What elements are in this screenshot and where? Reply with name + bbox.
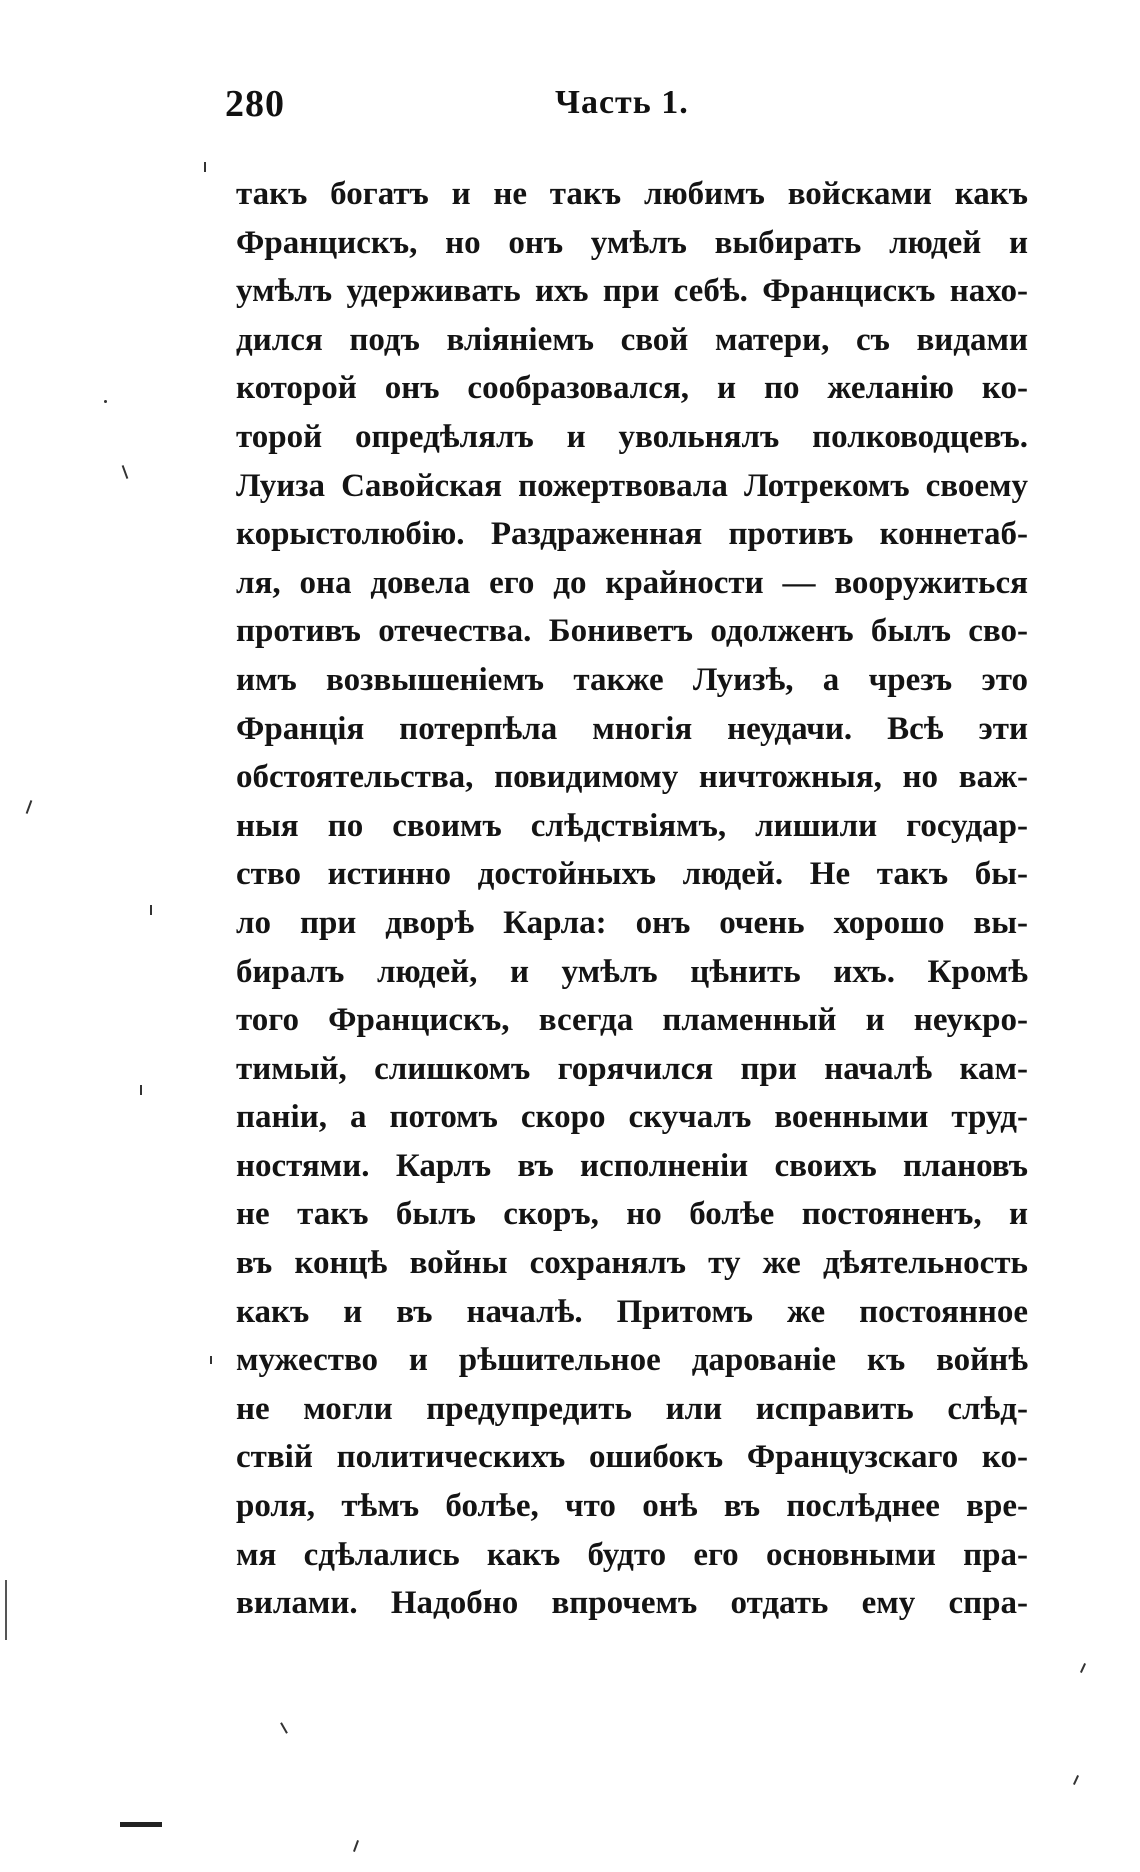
scan-speck	[280, 1722, 288, 1733]
text-line: ство истинно достойныхъ людей. Не такъ бы-	[236, 856, 1028, 893]
text-line: роля, тѣмъ болѣе, что онѣ въ послѣднее вре-	[236, 1488, 1028, 1525]
text-line: Луиза Савойская пожертвовала Лотрекомъ своему	[236, 467, 1028, 504]
scan-mark	[120, 1822, 162, 1827]
text-line: ля, она довела его до крайности — вооружиться	[236, 564, 1028, 601]
text-line: дился подъ вліяніемъ свой матери, съ видами	[236, 321, 1028, 358]
text-line: не такъ былъ скоръ, но болѣе постояненъ, и	[236, 1196, 1028, 1233]
text-line: корыстолюбію. Раздраженная противъ коннетаб-	[236, 516, 1028, 553]
text-line: того Францискъ, всегда пламенный и неукро-	[236, 1002, 1028, 1039]
text-line: въ концѣ войны сохранялъ ту же дѣятельность	[236, 1245, 1028, 1282]
text-line: мя сдѣлались какъ будто его основными пра-	[236, 1536, 1028, 1573]
scan-speck	[122, 465, 129, 479]
text-line: вилами. Надобно впрочемъ отдать ему спра-	[236, 1585, 1028, 1622]
running-title: Часть 1.	[555, 84, 689, 121]
text-line: обстоятельства, повидимому ничтожныя, но важ-	[236, 759, 1028, 796]
scan-speck	[104, 400, 107, 403]
scan-speck	[1073, 1775, 1079, 1785]
text-line: ло при дворѣ Карла: онъ очень хорошо вы-	[236, 904, 1028, 941]
text-line: тимый, слишкомъ горячился при началѣ кам-	[236, 1050, 1028, 1087]
text-line: ныя по своимъ слѣдствіямъ, лишили государ-	[236, 807, 1028, 844]
text-line: ствій политическихъ ошибокъ Французскаго ко-	[236, 1439, 1028, 1476]
text-line: умѣлъ удерживать ихъ при себѣ. Францискъ нахо-	[236, 273, 1028, 310]
scan-speck	[204, 162, 206, 172]
text-line: мужество и рѣшительное дарованіе къ войнѣ	[236, 1342, 1028, 1379]
text-line: которой онъ сообразовался, и по желанію ко-	[236, 370, 1028, 407]
text-line: какъ и въ началѣ. Притомъ же постоянное	[236, 1293, 1028, 1330]
text-line: не могли предупредить или исправить слѣд-	[236, 1390, 1028, 1427]
body-text	[236, 170, 1028, 1628]
page-header	[225, 82, 1025, 142]
text-line: биралъ людей, и умѣлъ цѣнить ихъ. Кромѣ	[236, 953, 1028, 990]
text-line: такъ богатъ и не такъ любимъ войсками какъ	[236, 176, 1028, 212]
scan-speck	[1080, 1663, 1086, 1673]
text-line: торой опредѣлялъ и увольнялъ полководцевъ.	[236, 418, 1028, 455]
scan-speck	[140, 1085, 142, 1095]
scan-speck	[26, 800, 33, 814]
page-number: 280	[225, 83, 285, 125]
text-line: паніи, а потомъ скоро скучалъ военными труд-	[236, 1099, 1028, 1136]
text-line: Франція потерпѣла многія неудачи. Всѣ эти	[236, 710, 1028, 747]
scan-speck	[5, 1580, 7, 1640]
scan-speck	[150, 905, 152, 915]
text-line: ностями. Карлъ въ исполненіи своихъ плановъ	[236, 1147, 1028, 1184]
text-line: Францискъ, но онъ умѣлъ выбирать людей и	[236, 224, 1028, 261]
scan-speck	[353, 1840, 359, 1852]
scan-speck	[210, 1356, 212, 1364]
text-line: имъ возвышеніемъ также Луизѣ, а чрезъ это	[236, 661, 1028, 698]
text-line: противъ отечества. Бониветъ одолженъ былъ сво-	[236, 613, 1028, 650]
